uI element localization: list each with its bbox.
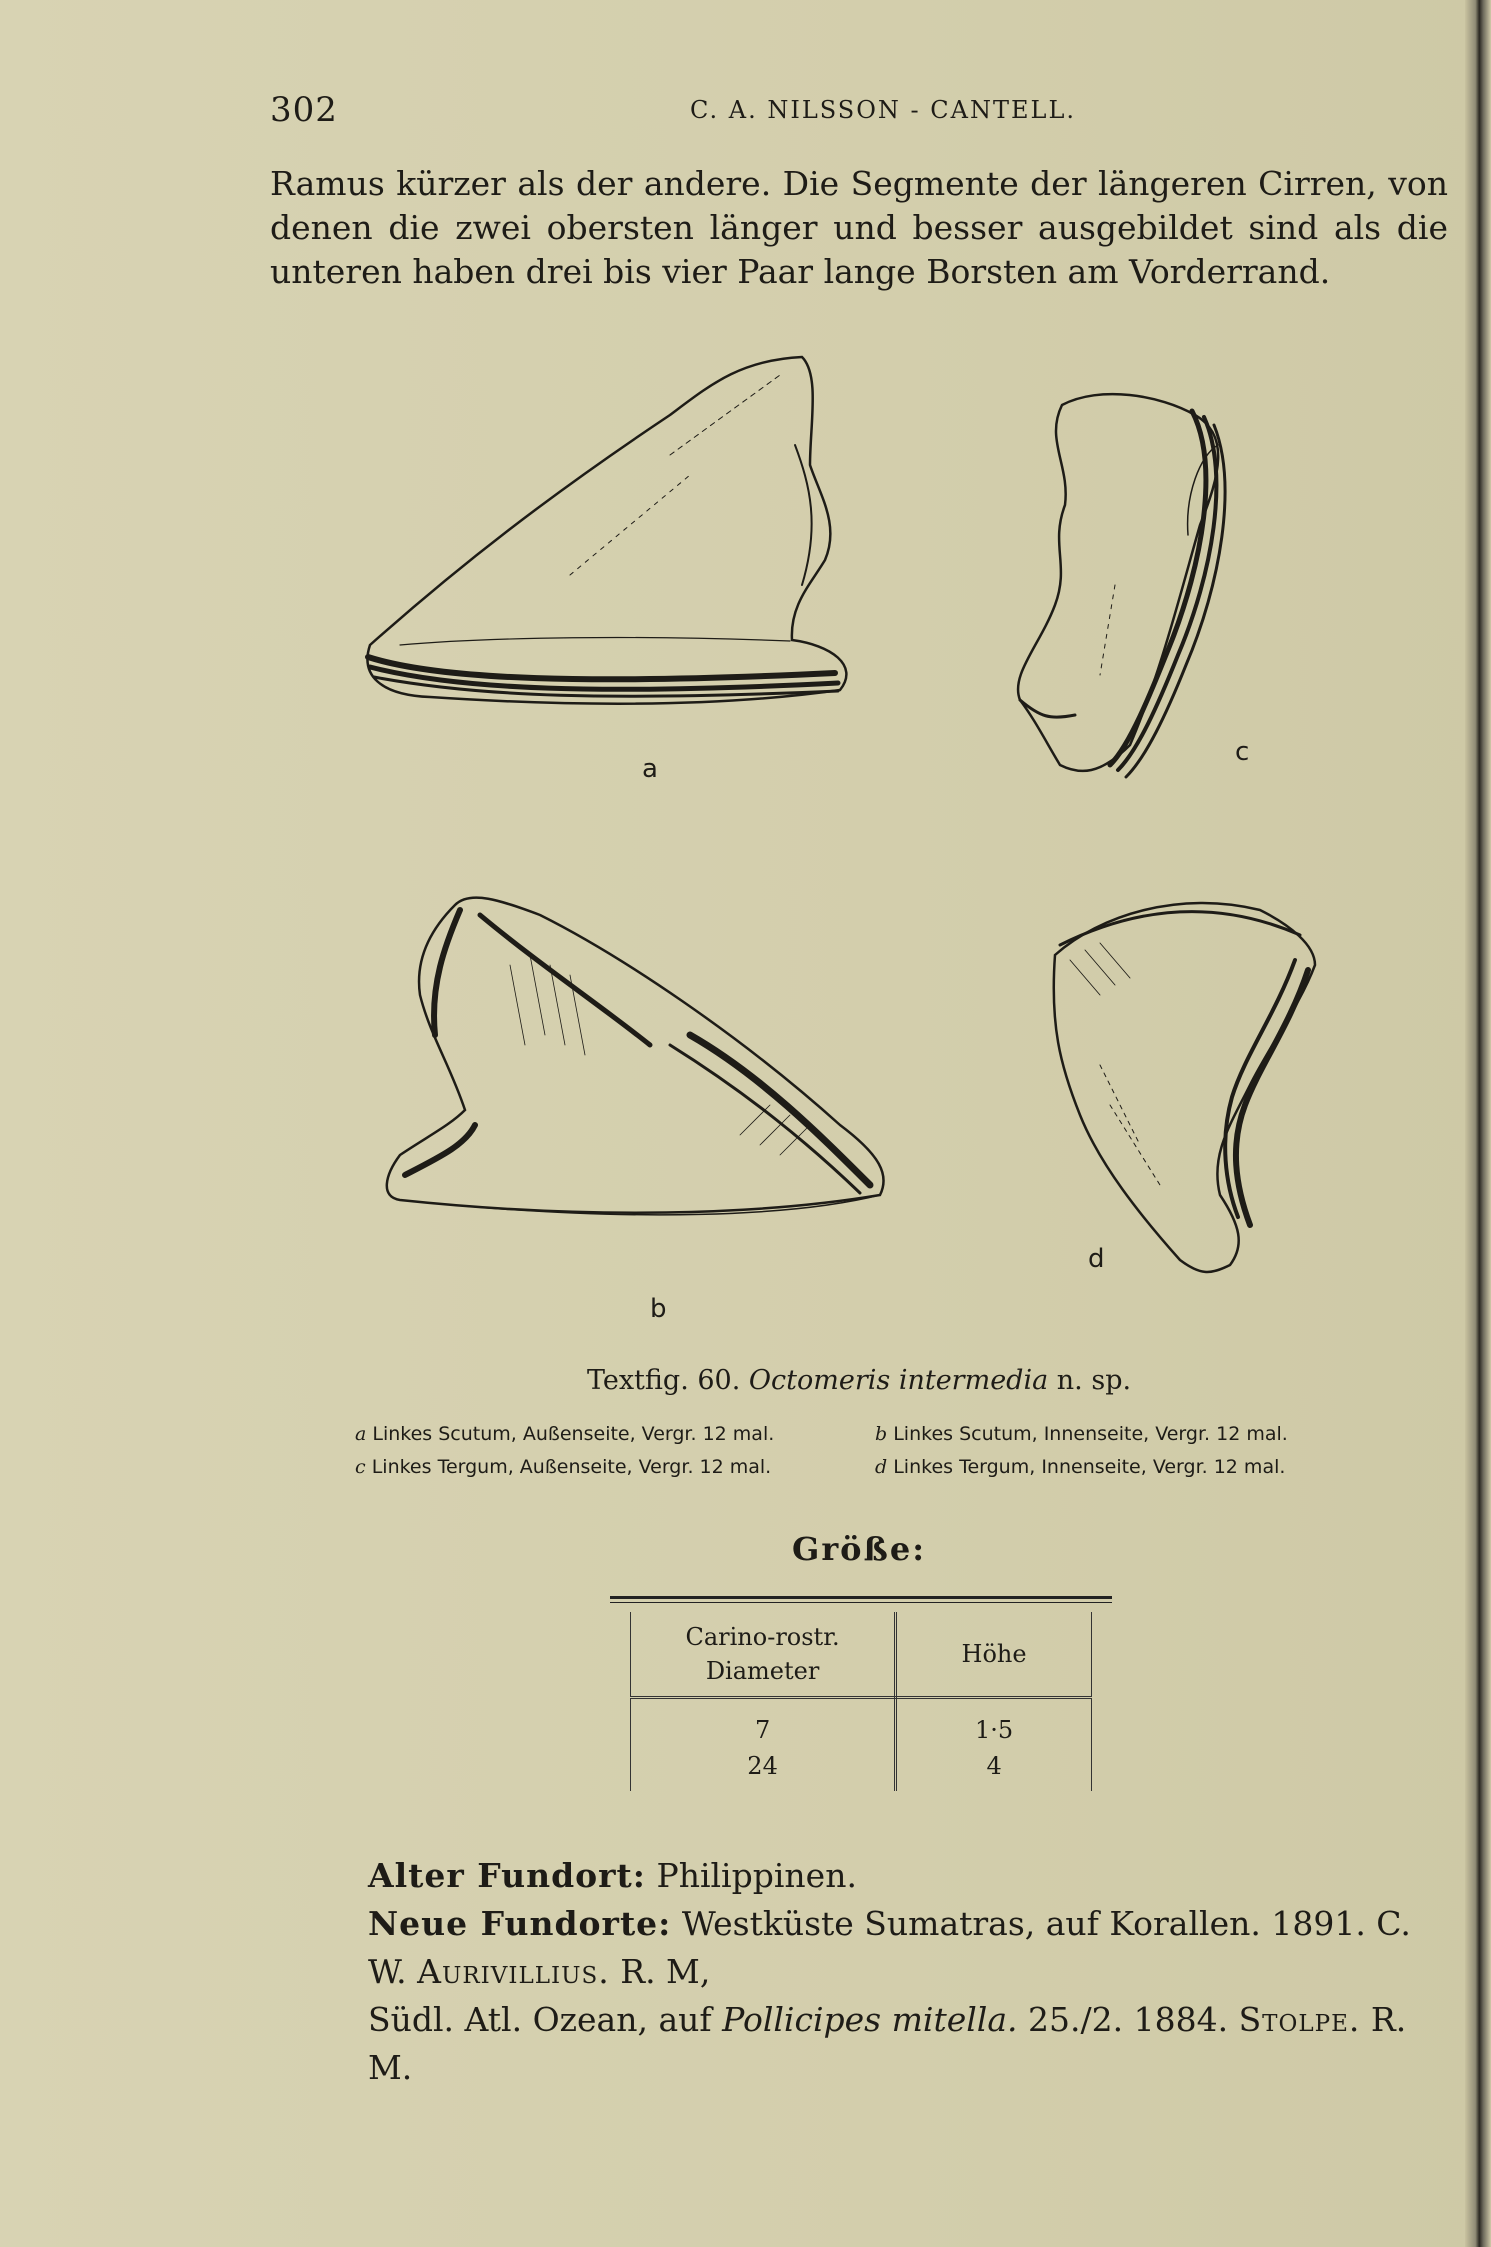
legend-row: [355, 1418, 1395, 1451]
legend-letter: d: [875, 1456, 888, 1478]
running-title: C. A. NILSSON - CANTELL.: [690, 96, 1077, 124]
panel-letter-a: a: [642, 754, 658, 784]
old-locality-label: Alter Fundort:: [368, 1856, 646, 1895]
table-row: [631, 1748, 1092, 1791]
column-header-height: Höhe: [896, 1612, 1092, 1698]
book-spine-edge: [1465, 0, 1491, 2247]
legend-text: Linkes Scutum, Außenseite, Vergr. 12 mal.: [372, 1423, 775, 1445]
south-place: Südl. Atl. Ozean, auf: [368, 2000, 712, 2039]
legend-row: [355, 1451, 1395, 1484]
new-localities-label: Neue Fundorte:: [368, 1904, 672, 1943]
size-heading: Größe:: [791, 1530, 926, 1568]
old-locality-value: Philippinen.: [656, 1856, 857, 1895]
figure-legend: [355, 1418, 1395, 1484]
new-locality-text: Westküste Sumatras, auf Korallen. 1891. C. W.: [368, 1904, 1411, 1991]
size-table-container: [610, 1596, 1112, 1806]
page-header: [270, 90, 1450, 130]
legend-text: Linkes Scutum, Innenseite, Vergr. 12 mal.: [893, 1423, 1288, 1445]
table-top-rule: [610, 1596, 1112, 1599]
caption-suffix: n. sp.: [1056, 1365, 1132, 1396]
panel-letter-b: b: [650, 1294, 667, 1324]
caption-species: Octomeris intermedia: [748, 1365, 1049, 1396]
old-locality: [270, 1852, 1448, 1900]
legend-letter: c: [355, 1456, 366, 1478]
plate-c-drawing: [1018, 394, 1225, 777]
legend-letter: a: [355, 1423, 367, 1445]
legend-item-b: [875, 1418, 1395, 1451]
panel-letter-d: d: [1088, 1244, 1105, 1274]
collection-date: 25./2. 1884.: [1028, 2000, 1229, 2039]
legend-letter: b: [875, 1423, 888, 1445]
collector-name: Aurivillius.: [417, 1952, 610, 1991]
legend-item-d: [875, 1451, 1395, 1484]
caption-prefix: Textfig. 60.: [586, 1365, 741, 1396]
table-row: [631, 1698, 1092, 1749]
legend-item-a: [355, 1418, 875, 1451]
table-top-rule-thin: [610, 1602, 1112, 1603]
legend-text: Linkes Tergum, Innenseite, Vergr. 12 mal.: [893, 1456, 1286, 1478]
plate-a-drawing: [368, 357, 847, 704]
column-header-diameter: Carino-rostr. Diameter: [631, 1612, 896, 1698]
plate-d-drawing: [1054, 903, 1315, 1272]
page-number: 302: [270, 90, 338, 130]
museum-abbrev: R. M,: [620, 1952, 711, 1991]
host-species: Pollicipes mitella.: [722, 2000, 1018, 2039]
legend-item-c: [355, 1451, 875, 1484]
legend-text: Linkes Tergum, Außenseite, Vergr. 12 mal.: [371, 1456, 772, 1478]
body-text: Ramus kürzer als der andere. Die Segmente der längeren Cirren, von denen die zwei obersten länger und besser ausgebildet sind als die unteren haben drei bis vier Paar lange Borsten am Vorderrand.: [270, 164, 1448, 291]
table-cell: 1·5: [896, 1698, 1092, 1749]
new-localities: [270, 1900, 1448, 1996]
collector-name: Stolpe.: [1238, 2000, 1361, 2039]
body-paragraph: [270, 162, 1448, 294]
table-cell: 7: [631, 1698, 896, 1749]
table-cell: 24: [631, 1748, 896, 1791]
barnacle-plates-illustration: [340, 345, 1400, 1330]
plate-b-drawing: [387, 898, 884, 1215]
figure-caption: [270, 1365, 1448, 1396]
table-cell: 4: [896, 1748, 1092, 1791]
museum-abbrev: R. M.: [368, 2000, 1407, 2087]
size-table: [630, 1612, 1092, 1791]
panel-letter-c: c: [1235, 737, 1250, 767]
figure-60: [340, 345, 1400, 1330]
south-atlantic-locality: [270, 1996, 1448, 2092]
locality-section: [270, 1852, 1448, 2092]
